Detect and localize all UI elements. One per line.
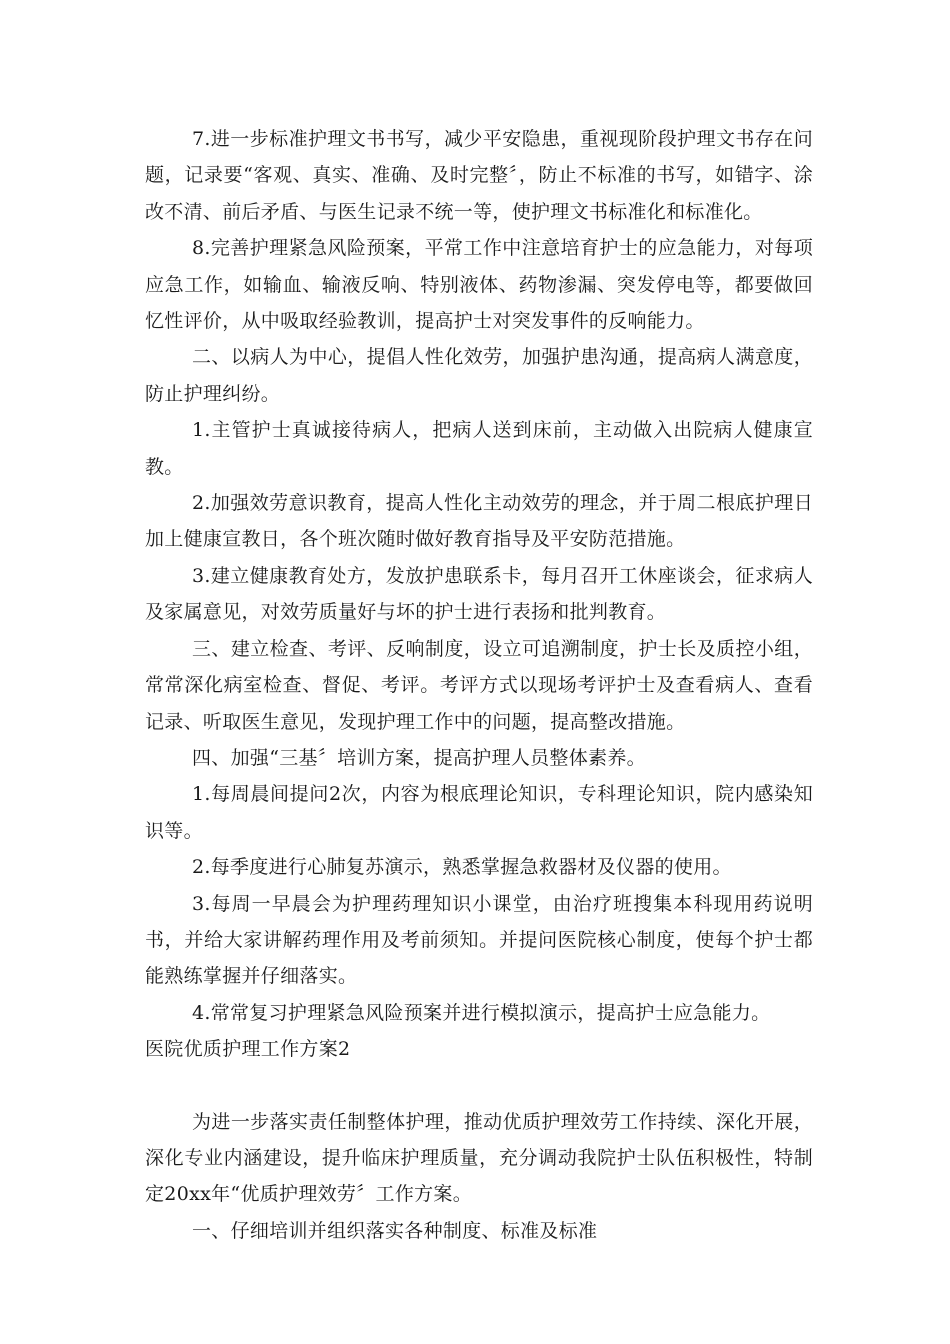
document-heading: 医院优质护理工作方案2 bbox=[145, 1038, 351, 1061]
paragraph-training-1: 1.每周晨间提问2次，内容为根底理论知识，专科理论知识，院内感染知识等。 bbox=[145, 783, 813, 842]
paragraph-item-2: 2.加强效劳意识教育，提高人性化主动效劳的理念，并于周二根底护理日加上健康宣教日，各个班次随时做好教育指导及平安防范措施。 bbox=[145, 492, 813, 551]
paragraph-training-4: 4.常常复习护理紧急风险预案并进行模拟演示，提高护士应急能力。 bbox=[192, 1001, 771, 1024]
paragraph-training-3: 3.每周一早晨会为护理药理知识小课堂，由治疗班搜集本科现用药说明书，并给大家讲解药理作用及考前须知。并提问医院核心制度，使每个护士都能熟练掌握并仔细落实。 bbox=[145, 892, 813, 988]
blank-line bbox=[145, 1068, 813, 1104]
section-heading-training: 四、加强“三基〞培训方案，提高护理人员整体素养。 bbox=[192, 746, 646, 769]
paragraph-item-8: 8.完善护理紧急风险预案，平常工作中注意培育护士的应急能力，对每项应急工作，如输血、输液反响、特别液体、药物渗漏、突发停电等，都要做回忆性评价，从中吸取经验教训，提高护士对突发事件的反响能力。 bbox=[145, 237, 813, 333]
section-heading-inspection: 三、建立检查、考评、反响制度，设立可追溯制度，护士长及质控小组，常常深化病室检查、督促、考评。考评方式以现场考评护士及查看病人、查看记录、听取医生意见，发现护理工作中的问题，提高整改措施。 bbox=[145, 637, 813, 733]
paragraph-item-1: 1.主管护士真诚接待病人，把病人送到床前，主动做入出院病人健康宣教。 bbox=[145, 419, 813, 478]
paragraph-item-7: 7.进一步标准护理文书书写，减少平安隐患，重视现阶段护理文书存在问题，记录要“客观、真实、准确、及时完整〞，防止不标准的书写，如错字、涂改不清、前后矛盾、与医生记录不统一等，使护理文书标准化和标准化。 bbox=[145, 128, 813, 223]
section-heading-patient-centered: 二、以病人为中心，提倡人性化效劳，加强护患沟通，提高病人满意度，防止护理纠纷。 bbox=[145, 346, 813, 405]
paragraph-training-2: 2.每季度进行心肺复苏演示，熟悉掌握急救器材及仪器的使用。 bbox=[192, 856, 732, 879]
document-body bbox=[145, 121, 813, 1249]
section-heading-system: 一、仔细培训并组织落实各种制度、标准及标准 bbox=[192, 1219, 598, 1242]
paragraph-item-3: 3.建立健康教育处方，发放护患联系卡，每月召开工休座谈会，征求病人及家属意见，对效劳质量好与坏的护士进行表扬和批判教育。 bbox=[145, 564, 813, 624]
paragraph-intro: 为进一步落实责任制整体护理，推动优质护理效劳工作持续、深化开展，深化专业内涵建设，提升临床护理质量，充分调动我院护士队伍积极性，特制定20xx年“优质护理效劳〞工作方案。 bbox=[145, 1110, 813, 1206]
